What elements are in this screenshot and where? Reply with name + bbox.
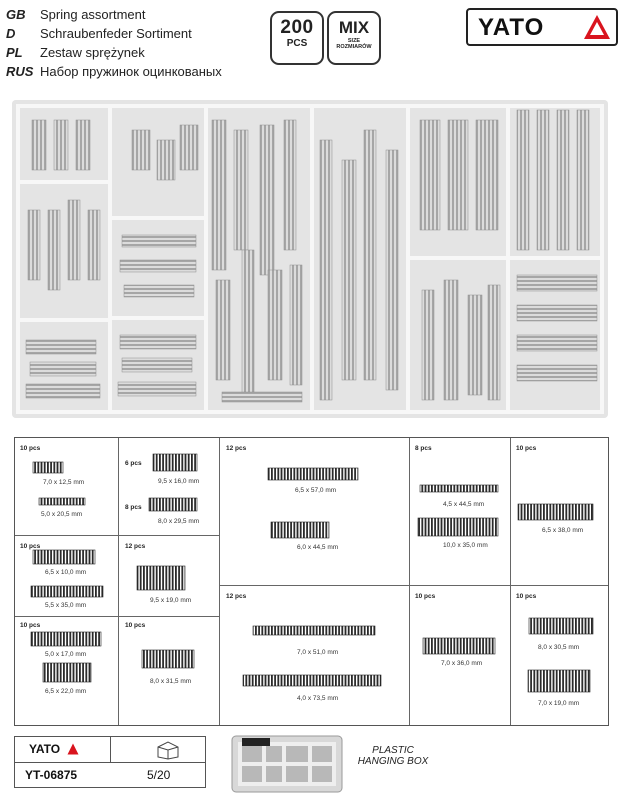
spec-pcs: 6 pcs — [125, 460, 142, 467]
warning-triangle-icon — [67, 743, 79, 755]
page-number: 5/20 — [147, 768, 171, 782]
spec-size: 5,0 x 17,0 mm — [45, 651, 87, 658]
spec-pcs: 10 pcs — [20, 445, 41, 452]
badge-mix-line2: ROZMIARÓW — [336, 44, 372, 50]
badge-count: 200 — [280, 17, 314, 38]
table-divider — [15, 762, 205, 763]
lang-text: Zestaw sprężynek — [40, 45, 145, 60]
spec-size: 6,5 x 57,0 mm — [295, 487, 337, 494]
lang-text: Schraubenfeder Sortiment — [40, 26, 192, 41]
lang-row-pl — [6, 44, 145, 61]
spec-pcs: 10 pcs — [516, 593, 537, 600]
lang-code: RUS — [6, 64, 34, 79]
brand-logo — [466, 8, 618, 46]
spec-pcs: 12 pcs — [226, 593, 247, 600]
spec-pcs: 10 pcs — [125, 622, 146, 629]
badge-mix: MIX — [338, 18, 370, 37]
product-photo — [12, 100, 608, 418]
spring-drawings — [15, 438, 608, 725]
spec-pcs: 12 pcs — [226, 445, 247, 452]
lang-code: D — [6, 26, 16, 41]
spec-pcs: 10 pcs — [516, 445, 537, 452]
spec-size: 7,0 x 19,0 mm — [538, 700, 580, 707]
piece-count-badge — [270, 11, 324, 65]
packaging-label — [348, 745, 438, 767]
lang-row-d — [6, 25, 192, 42]
spec-size: 7,0 x 12,5 mm — [43, 479, 85, 486]
spec-pcs: 12 pcs — [125, 543, 146, 550]
product-code: YT-06875 — [25, 768, 78, 782]
warning-triangle-icon — [583, 13, 611, 41]
brand-text: YATO — [478, 14, 545, 41]
spec-size: 6,5 x 38,0 mm — [542, 527, 584, 534]
spec-size: 6,5 x 22,0 mm — [45, 688, 87, 695]
mix-size-badge — [327, 11, 381, 65]
spec-size: 9,5 x 19,0 mm — [150, 597, 192, 604]
spec-pcs: 8 pcs — [125, 504, 142, 511]
spec-pcs: 10 pcs — [20, 622, 41, 629]
spec-pcs: 10 pcs — [20, 543, 41, 550]
spec-size: 9,5 x 16,0 mm — [158, 478, 200, 485]
spec-size: 6,0 x 44,5 mm — [297, 544, 339, 551]
spec-size: 6,5 x 10,0 mm — [45, 569, 87, 576]
packaging-line2: HANGING BOX — [357, 756, 429, 767]
badge-unit: PCS — [286, 38, 308, 49]
lang-row-rus — [6, 63, 222, 80]
spring-box-illustration — [12, 100, 608, 418]
lang-code: GB — [6, 7, 26, 22]
spring-spec-grid — [14, 437, 609, 726]
spec-size: 5,5 x 35,0 mm — [45, 602, 87, 609]
packaging-thumbnail — [228, 732, 346, 796]
spec-size: 4,0 x 73,5 mm — [297, 695, 339, 702]
lang-text: Набор пружинок оцинкованых — [40, 64, 222, 79]
box-icon — [155, 740, 181, 760]
badge-mix-line1: SIZE — [347, 38, 361, 44]
spec-size: 5,0 x 20,5 mm — [41, 511, 83, 518]
spec-pcs: 10 pcs — [415, 593, 436, 600]
lang-code: PL — [6, 45, 23, 60]
lang-row-gb — [6, 6, 146, 23]
spec-size: 7,0 x 51,0 mm — [297, 649, 339, 656]
spec-size: 8,0 x 30,5 mm — [538, 644, 580, 651]
product-info-table — [14, 736, 206, 788]
spec-size: 8,0 x 31,5 mm — [150, 678, 192, 685]
spec-pcs: 8 pcs — [415, 445, 432, 452]
spec-size: 8,0 x 29,5 mm — [158, 518, 200, 525]
spec-size: 4,5 x 44,5 mm — [443, 501, 485, 508]
table-divider — [110, 737, 111, 762]
packaging-line1: PLASTIC — [372, 745, 414, 756]
spec-size: 7,0 x 36,0 mm — [441, 660, 483, 667]
spec-size: 10,0 x 35,0 mm — [443, 542, 488, 549]
lang-text: Spring assortment — [40, 7, 146, 22]
footer-brand: YATO — [29, 742, 61, 756]
